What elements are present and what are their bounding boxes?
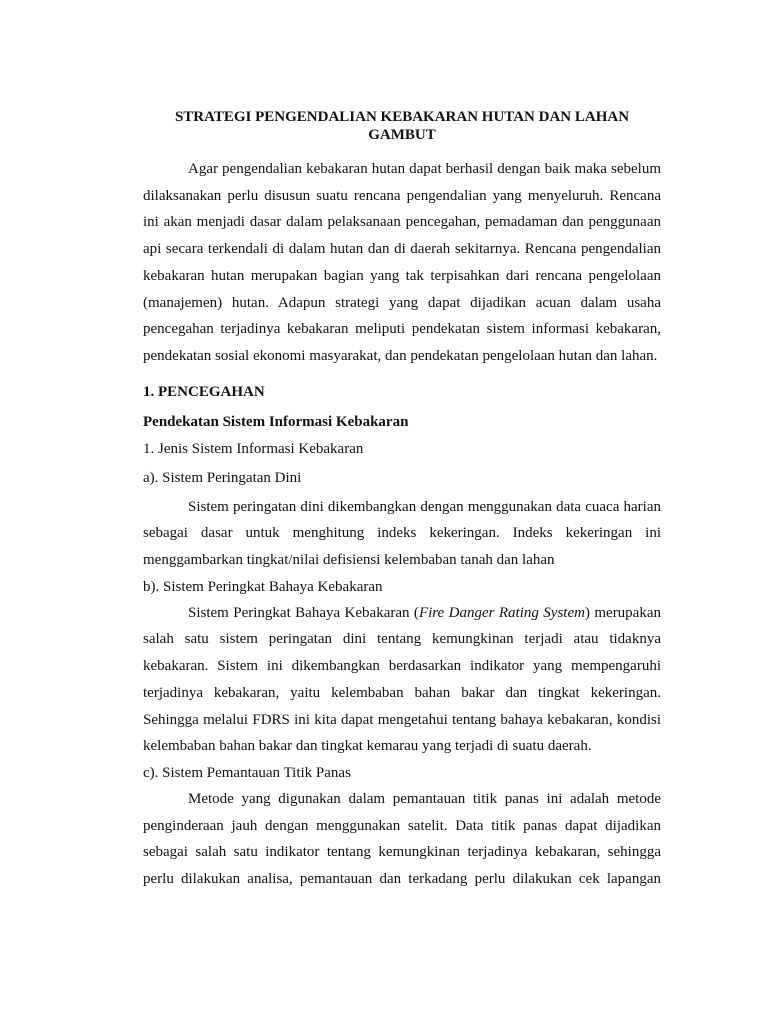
paragraph-peringatan-dini: Sistem peringatan dini dikembangkan dengan menggunakan data cuaca harian sebagai dasar untuk menghitung indeks kekeringan. Indeks kekeringan ini menggambarkan tingkat/nilai defisiensi kelembaban tanah dan lahan (143, 498, 661, 569)
paragraph-peringkat-bahaya-rest: ) merupakan salah satu sistem peringatan dini tentang kemungkinan terjadi atau tidaknya kebakaran. Sistem ini dikembangkan berdasarkan indikator yang mempengaruhi terjadinya kebakaran, yaitu kelembaban bahan bakar dan tingkat kekeringan. Sehingga melalui FDRS ini kita dapat mengetahui tentang bahaya kebakaran, kondisi kelembaban bahan bakar dan tingkat kemarau yang terjadi di suatu daerah. (143, 604, 662, 755)
paragraph-titik-panas: Metode yang digunakan dalam pemantauan titik panas ini adalah metode penginderaan jauh dengan menggunakan satelit. Data titik panas dapat dijadikan sebagai salah satu indikator tentang kemungkinan terjadinya kebakaran, sehingga perlu dilakukan analisa, pemantauan dan terkadang perlu dilakukan cek lapangan (143, 790, 661, 888)
list-item-titik-panas: c). Sistem Pemantauan Titik Panas (143, 764, 351, 781)
section-heading-pencegahan: 1. PENCEGAHAN (143, 383, 265, 400)
list-item-peringatan-dini: a). Sistem Peringatan Dini (143, 469, 302, 486)
paragraph-peringkat-bahaya (143, 600, 661, 760)
list-item-jenis-sistem: 1. Jenis Sistem Informasi Kebakaran (143, 440, 364, 457)
list-item-peringkat-bahaya: b). Sistem Peringkat Bahaya Kebakaran (143, 578, 383, 595)
document-page (143, 108, 661, 893)
subsection-heading-sistem-informasi: Pendekatan Sistem Informasi Kebakaran (143, 413, 409, 430)
document-title: STRATEGI PENGENDALIAN KEBAKARAN HUTAN DAN LAHAN GAMBUT (174, 109, 630, 143)
fdrs-term: Fire Danger Rating System (418, 604, 585, 621)
paragraph-peringkat-bahaya-start: Sistem Peringkat Bahaya Kebakaran ( (188, 604, 419, 621)
intro-paragraph: Agar pengendalian kebakaran hutan dapat berhasil dengan baik maka sebelum dilaksanakan perlu disusun suatu rencana pengendalian yang menyeluruh. Rencana ini akan menjadi dasar dalam pelaksanaan pencegahan, pemadaman dan penggunaan api secara terkendali di dalam hutan dan di daerah sekitarnya. Rencana pengendalian kebakaran hutan merupakan bagian yang tak terpisahkan dari rencana pengelolaan (manajemen) hutan. Adapun strategi yang dapat dijadikan acuan dalam usaha pencegahan terjadinya kebakaran meliputi pendekatan sistem informasi kebakaran, pendekatan sosial ekonomi masyarakat, dan pendekatan pengelolaan hutan dan lahan. (143, 161, 661, 364)
